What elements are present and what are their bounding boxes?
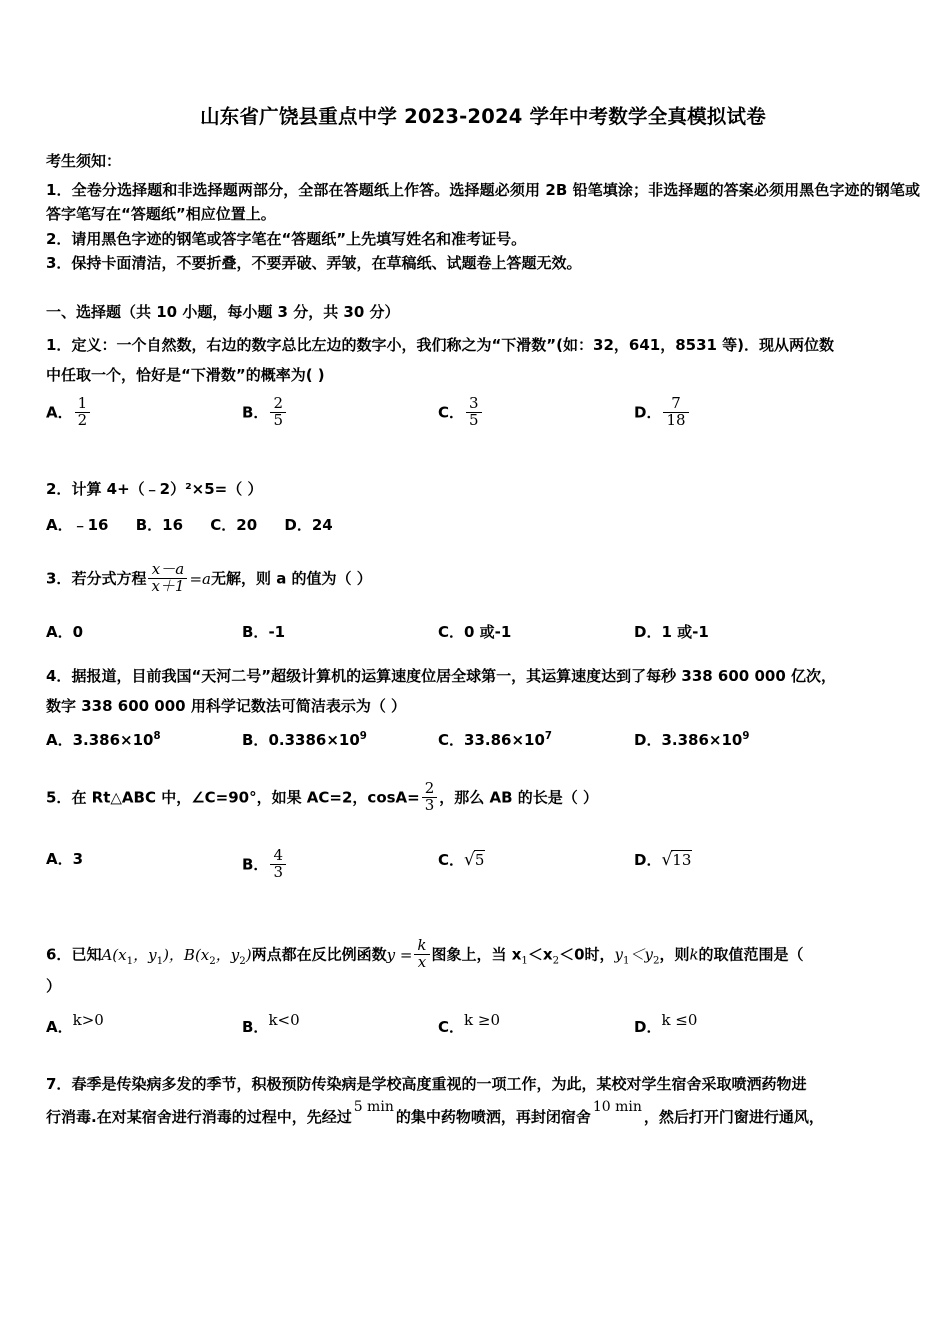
question-5-stem-before: 在 Rt△ABC 中，∠C=90°，如果 AC=2，cosA= [71,788,420,807]
question-2-option-c[interactable] [210,514,257,537]
option-text: 20 [236,515,258,534]
question-3-option-c[interactable] [438,621,511,644]
option-label: B． [242,731,269,750]
radical-sign: √ [661,849,673,870]
question-3-stem-after: 无解，则 a 的值为（ ） [210,569,372,588]
question-6-stem-c: 图象上，当 x [431,945,522,964]
question-4-option-c[interactable] [438,729,552,752]
question-1 [46,330,920,390]
option-label: D． [634,731,662,750]
option-text: 0 [72,623,84,642]
question-6-stem-b: 两点都在反比例函数 [251,945,387,964]
option-text: k ≤0 [661,1010,698,1029]
question-6-stem-d-end: ，则 [659,945,690,964]
question-5-stem-after: ，那么 AB 的长是（ ） [439,788,598,807]
option-label: C． [438,623,465,642]
question-7 [46,1069,920,1135]
option-label: C． [438,1017,465,1036]
question-3-number: 3． [46,569,72,588]
question-6-stem-c-end: ＜0时， [559,945,615,964]
option-label: A． [46,849,73,868]
option-label: B． [242,855,269,874]
question-2-stem: 计算 4+（﹣2）²×5=（ ） [71,479,263,498]
option-text: 0 或-1 [464,623,512,642]
question-5-options [46,845,920,904]
exponent: 7 [544,731,552,743]
option-text: 3 [72,849,84,868]
question-2 [46,474,920,504]
option-text: ﹣16 [72,515,109,534]
question-4-stem-line2: 数字 338 600 000 用科学记数法可简洁表示为（ ） [46,697,407,716]
question-2-option-b[interactable] [136,514,183,537]
option-label: C． [438,850,465,869]
option-mantissa: 3.386×10 [661,731,743,750]
question-4-option-d[interactable] [634,729,749,752]
question-5-option-d[interactable] [634,848,692,874]
question-3-options [46,621,920,647]
question-2-number: 2． [46,479,72,498]
point-b: $B(x_2$，$y_2$) [183,945,252,967]
question-5-number: 5． [46,788,72,807]
option-text: k ≥0 [464,1010,500,1029]
option-label: C． [438,731,465,750]
page-title: 山东省广饶县重点中学 2023-2024 学年中考数学全真模拟试卷 [200,105,766,128]
question-7-stem-line2-b: 的集中药物喷洒，再封闭宿舍 [395,1107,591,1126]
question-5 [46,781,920,814]
option-text: k<0 [268,1010,300,1029]
question-2-option-a[interactable] [46,514,108,537]
question-6-number: 6． [46,945,72,964]
question-7-stem-line2-a: 行消毒.在对某宿舍进行消毒的过程中，先经过 [46,1107,352,1126]
question-1-options [46,393,920,452]
option-label: D． [284,515,312,534]
question-6: 6．已知$A(x_1$，$y_1$)，$B(x_2$，$y_2$)两点都在反比例函数y = $\frac{k}{x}$ 图象上，当 $x_1<x_2<0$时，$y_1<y_2$，则k的取值范围是（ ） [46,938,920,1001]
fractional-equation [146,560,211,596]
question-6-stem-f: 的取值范围是（ [698,945,804,964]
option-label: D． [634,850,662,869]
question-6-option-b[interactable] [242,1009,300,1038]
option-text: 16 [162,515,184,534]
question-6-stem-line2: ） [46,976,62,995]
question-1-number: 1． [46,335,72,354]
fraction: $\frac{4}{3}$ [270,848,286,881]
question-7-stem-line2 [46,1099,920,1135]
y-sub-1: y [614,945,623,964]
option-label: C． [438,403,465,422]
square-root: √5 [464,849,485,870]
option-label: B． [135,515,163,534]
fraction: $\frac{x-a}{x+1}$ [148,562,187,595]
question-4-option-b[interactable] [242,729,367,752]
question-1-option-c[interactable] [438,393,484,429]
question-6-stem-c-mid: ＜x [527,945,553,964]
option-text: 24 [311,515,333,534]
question-4-number: 4． [46,667,72,686]
section-heading-multiple-choice: 一、选择题（共 10 小题，每小题 3 分，共 30 分） [46,303,400,322]
fraction: $\frac{k}{x}$ [414,938,429,971]
question-4 [46,661,920,721]
question-6-option-d[interactable] [634,1009,697,1038]
k-variable: k [689,945,699,964]
duration-10min: 10 min [592,1099,642,1116]
equation-rhs: =a [189,569,211,588]
radical-sign: √ [464,849,475,870]
option-label: C． [210,515,237,534]
option-label: A． [46,1017,73,1036]
option-label: A． [46,403,73,422]
question-4-options [46,729,920,755]
question-3-option-d[interactable] [634,621,709,644]
y-compare: ＜y [629,945,653,964]
question-1-option-d[interactable] [634,393,691,429]
question-7-number: 7． [46,1074,72,1093]
page-content [46,104,920,1139]
question-6-option-c[interactable] [438,1009,500,1038]
option-label: A． [46,623,73,642]
question-3-stem-before: 若分式方程 [71,569,147,588]
option-label: D． [634,623,662,642]
question-6-option-a[interactable] [46,1009,104,1038]
option-label: D． [634,1017,662,1036]
notice-item-2: 2．请用黑色字迹的钢笔或答字笔在“答题纸”上先填写姓名和准考证号。 [46,229,527,248]
option-mantissa: 3.386×10 [72,731,154,750]
question-5-option-b[interactable] [242,845,288,881]
question-3 [46,562,920,595]
option-text: 1 或-1 [661,623,709,642]
question-1-stem-line1: 定义：一个自然数，右边的数字总比左边的数字小，我们称之为“下滑数”(如：32，641，8531 等)．现从两位数 [71,335,835,354]
option-text: -1 [268,623,286,642]
question-1-stem-line2: 中任取一个，恰好是“下滑数”的概率为( ) [46,365,325,384]
option-label: A． [46,731,73,750]
notice-heading: 考生须知： [46,152,122,171]
option-mantissa: 0.3386×10 [268,731,360,750]
question-7-stem-line1: 春季是传染病多发的季节，积极预防传染病是学校高度重视的一项工作，为此，某校对学生宿舍采取喷洒药物进 [71,1074,807,1093]
option-text: k>0 [72,1010,104,1029]
question-5-option-a[interactable] [46,848,83,871]
question-3-option-a[interactable] [46,621,83,644]
option-label: B． [242,623,269,642]
question-4-option-a[interactable] [46,729,161,752]
option-label: B． [242,1017,269,1036]
question-6-stem-a: 已知 [71,945,102,964]
question-2-option-d[interactable] [284,514,332,537]
inverse-proportional-function: y = $\frac{k}{x}$ [387,946,432,964]
exponent: 9 [742,731,750,743]
option-mantissa: 33.86×10 [464,731,545,750]
fraction: $\frac{2}{5}$ [270,396,286,429]
question-1-option-b[interactable] [242,393,288,429]
fraction: $\frac{3}{5}$ [466,396,482,429]
square-root: √13 [661,849,692,870]
option-label: B． [242,403,269,422]
fraction: $\frac{1}{2}$ [75,396,91,429]
question-7-stem-line2-c: ，然后打开门窗进行通风， [643,1107,824,1126]
option-label: A． [46,515,73,534]
notice-item-3: 3．保持卡面清洁，不要折叠，不要弄破、弄皱，在草稿纸、试题卷上答题无效。 [46,253,582,272]
question-1-option-a[interactable] [46,393,92,429]
question-4-stem-line1: 据报道，目前我国“天河二号”超级计算机的运算速度位居全球第一，其运算速度达到了每秒 338 600 000 亿次， [71,667,836,686]
question-6-options [46,1009,920,1035]
notice-item-1: 1．全卷分选择题和非选择题两部分，全部在答题纸上作答。选择题必须用 2B 铅笔填涂；非选择题的答案必须用黑色字迹的钢笔或答字笔写在“答题纸”相应位置上。 [46,181,920,224]
question-3-option-b[interactable] [242,621,285,644]
fraction: $\frac{7}{18}$ [663,396,688,429]
option-label: D． [634,403,662,422]
question-2-options [46,514,920,537]
exponent: 8 [153,731,161,743]
question-5-option-c[interactable] [438,848,485,874]
cosine-fraction: $\frac{2}{3}$ [422,781,438,814]
duration-5min: 5 min [353,1099,394,1116]
exponent: 9 [359,731,367,743]
point-a: $A(x_1$，$y_1$)， [101,945,184,967]
